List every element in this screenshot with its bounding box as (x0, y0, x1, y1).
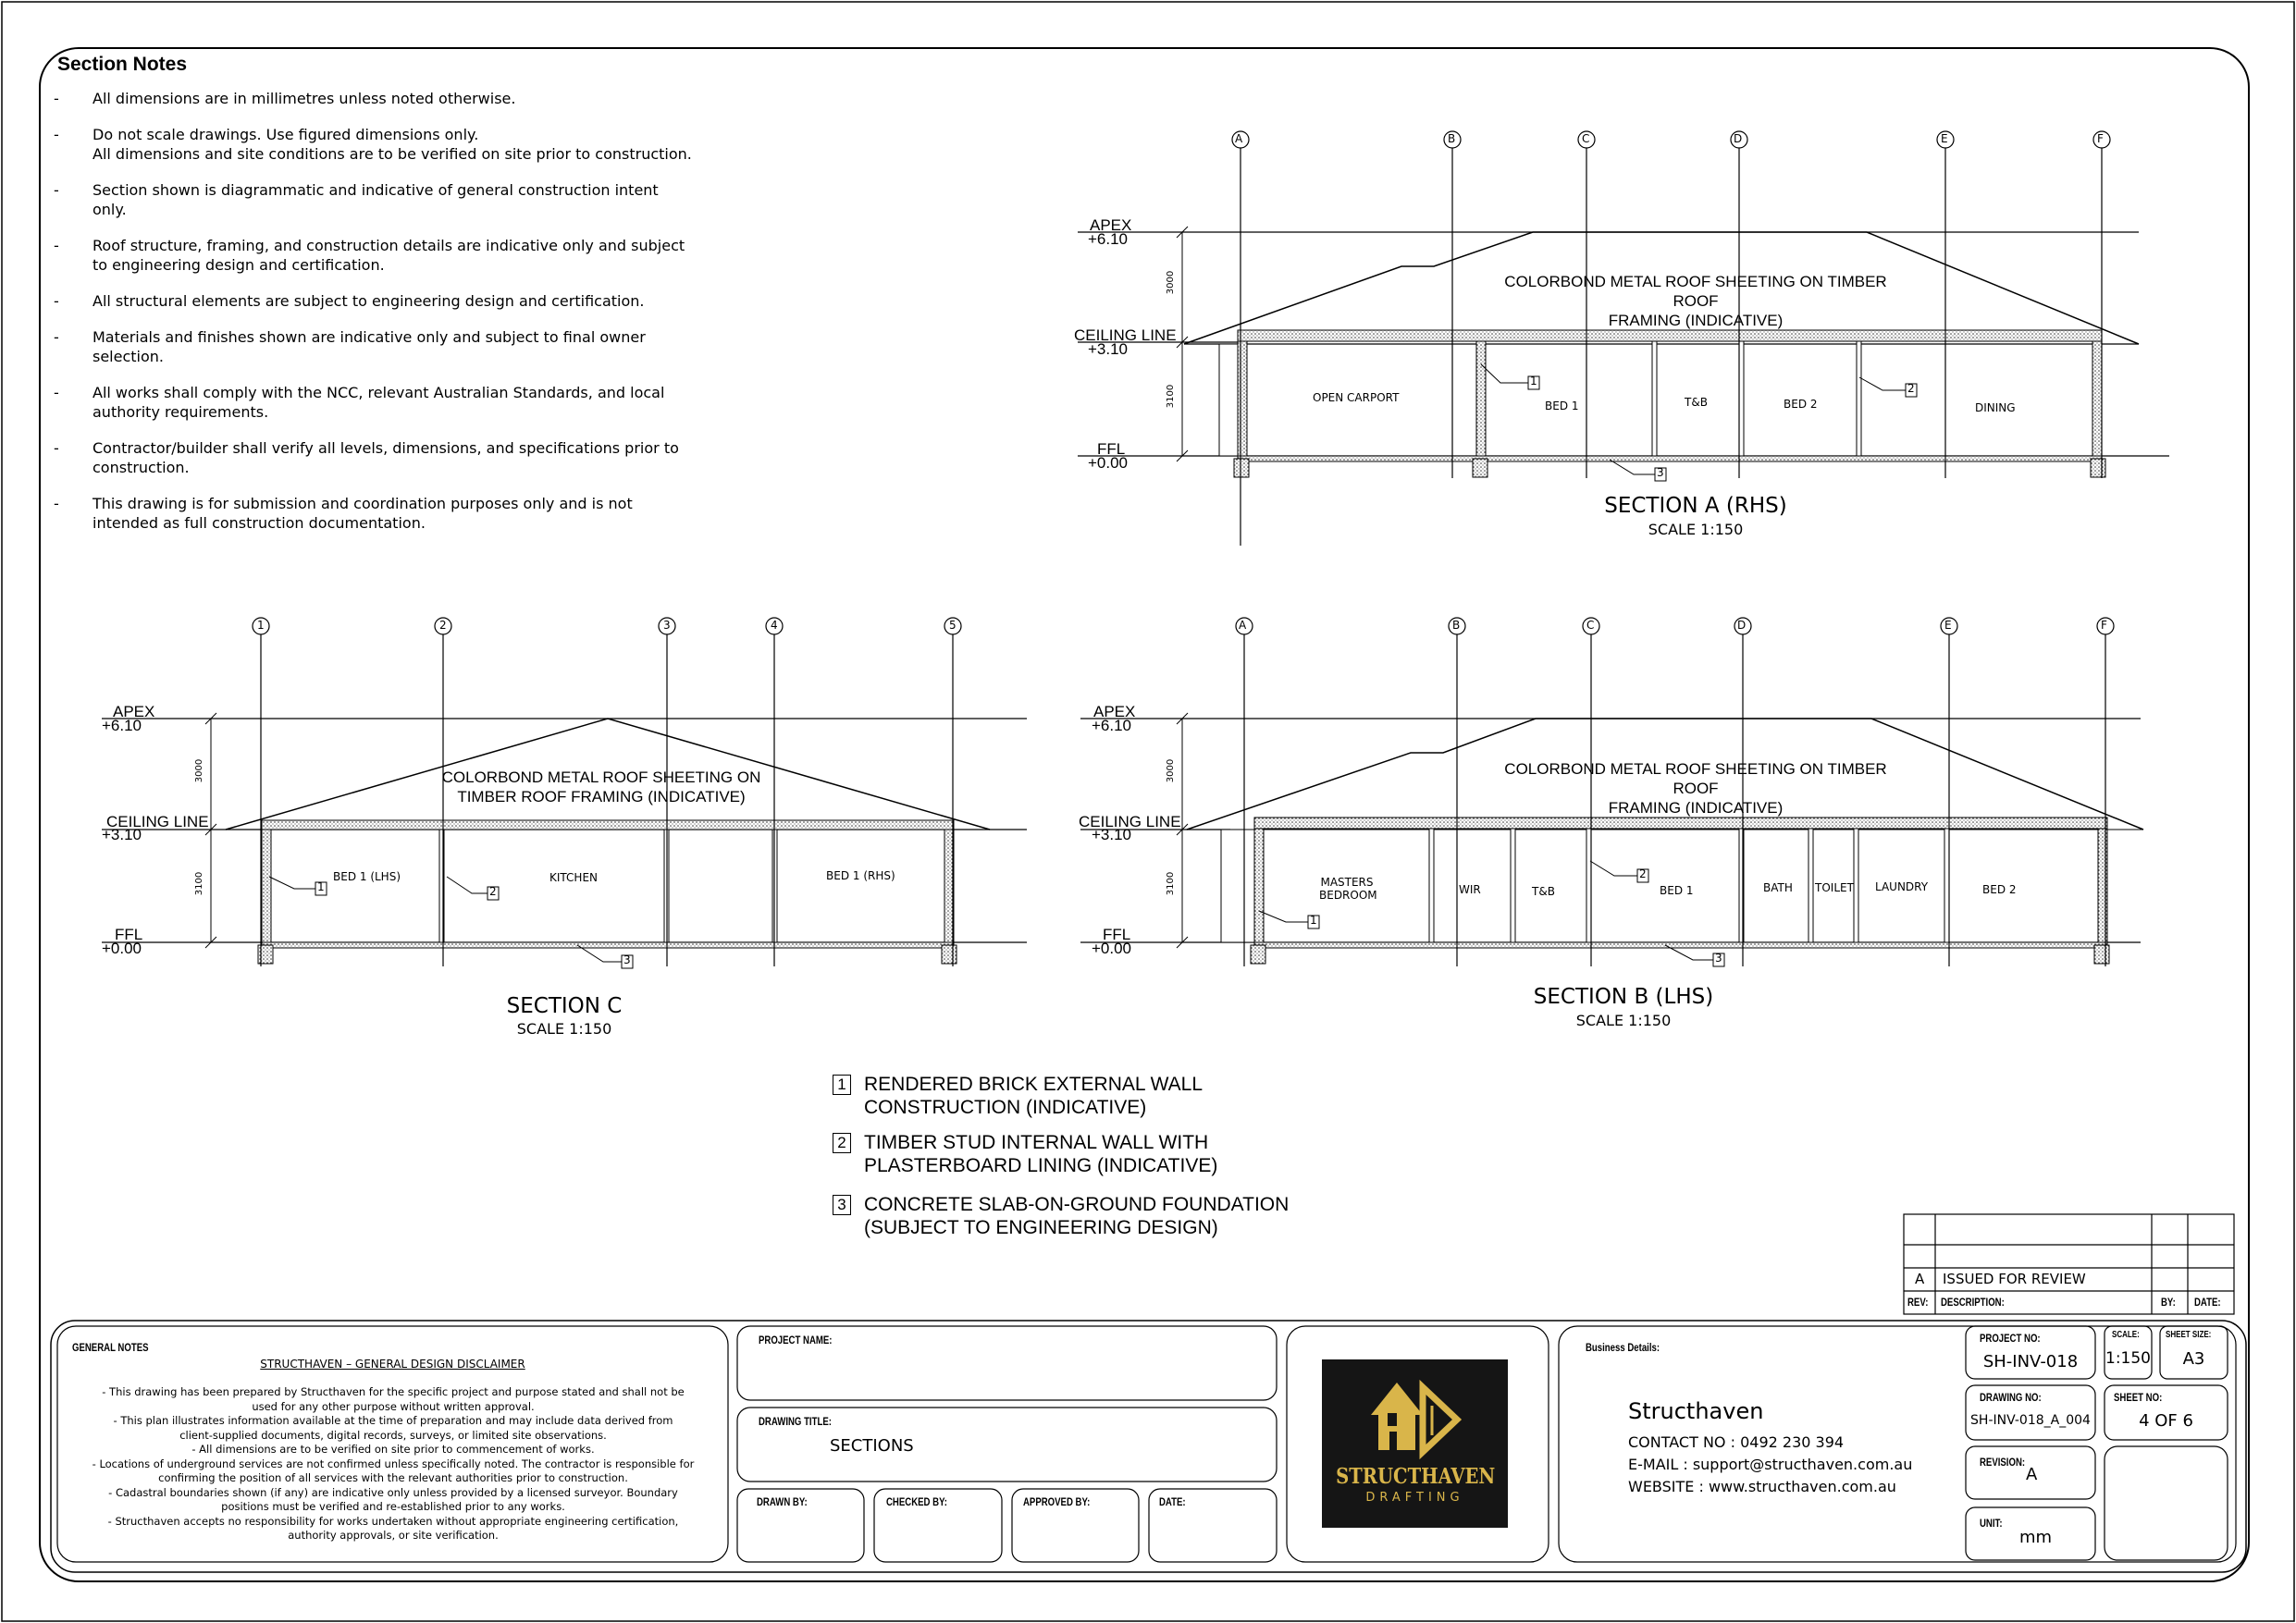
note-bullet: - (54, 126, 59, 143)
b-apex-value: +6.10 (1092, 717, 1132, 734)
tag-c-2: 2 (489, 885, 497, 898)
c-apex-value: +6.10 (102, 717, 142, 734)
roof-note-a: COLORBOND METAL ROOF SHEETING ON TIMBER ROOF FRAMING (INDICATIVE) (1504, 273, 1887, 329)
grid-c-4: 4 (771, 619, 778, 632)
note-text: Do not scale drawings. Use figured dimensions only. All dimensions and site conditions are to be verified on site prior to construction. (93, 126, 692, 163)
section-note-item (48, 180, 696, 219)
ffl-value: +0.00 (1088, 454, 1129, 472)
grid-b-D: D (1737, 619, 1747, 632)
c-dim-upper: 3000 (194, 758, 205, 783)
room-b-toilet: TOILET (1815, 881, 1854, 894)
note-text: Roof structure, framing, and construction details are indicative only and subject to engineering design and certification. (93, 237, 685, 274)
note-bullet: - (54, 292, 59, 310)
note-bullet: - (54, 181, 59, 199)
room-b-tb: T&B (1532, 885, 1555, 898)
business-email: E-MAIL : support@structhaven.com.au (1628, 1456, 1913, 1473)
business-label: Business Details: (1586, 1341, 1660, 1354)
note-bullet: - (54, 90, 59, 107)
b-dim-lower: 3100 (1166, 871, 1177, 896)
general-note-line: - This plan illustrates information available at the time of preparation and may include data derived from (113, 1414, 673, 1427)
grid-c-5: 5 (949, 619, 957, 632)
general-note-line: - All dimensions are to be verified on site prior to commencement of works. (191, 1443, 595, 1456)
legend-item-1: 1 RENDERED BRICK EXTERNAL WALL CONSTRUCTION (INDICATIVE) (833, 1073, 1203, 1119)
section-note-item (48, 438, 696, 477)
business-contact: CONTACT NO : 0492 230 394 (1628, 1433, 1845, 1451)
room-bed-2: BED 2 (1784, 398, 1818, 411)
room-c-bed-1-rhs: BED 1 (RHS) (826, 869, 895, 882)
section-notes-title: Section Notes (57, 54, 188, 75)
b-ceiling-value: +3.10 (1092, 826, 1132, 843)
note-text: This drawing is for submission and coordination purposes only and is not intended as full construction documentation. (93, 495, 633, 532)
rev-header-rev: REV: (1907, 1296, 1929, 1309)
c-ceiling-label: CEILING LINE (106, 813, 209, 830)
note-text: All works shall comply with the NCC, relevant Australian Standards, and local authority requirements. (93, 384, 665, 421)
grid-b-B: B (1452, 619, 1461, 632)
section-note-item (48, 125, 696, 164)
note-text: All structural elements are subject to engineering design and certification. (93, 292, 645, 310)
room-b-bed-1: BED 1 (1660, 884, 1694, 897)
c-apex-label: APEX (113, 703, 155, 720)
legend-item-2: 2 TIMBER STUD INTERNAL WALL WITH PLASTERBOARD LINING (INDICATIVE) (833, 1131, 1217, 1177)
rev-header-date: DATE: (2194, 1296, 2221, 1309)
apex-label: APEX (1090, 216, 1132, 234)
tag-a-1: 1 (1530, 375, 1537, 387)
grid-c-2: 2 (439, 619, 447, 632)
b-ffl-label: FFL (1103, 926, 1131, 943)
apex-value: +6.10 (1088, 230, 1129, 248)
general-note-line: used for any other purpose without written approval. (252, 1399, 535, 1413)
section-notes (48, 54, 696, 549)
revision-label: REVISION: (1980, 1456, 2026, 1469)
c-dim-lower: 3100 (194, 871, 205, 896)
unit-value: mm (2019, 1528, 2053, 1547)
roof-note-b: COLORBOND METAL ROOF SHEETING ON TIMBER ROOF FRAMING (INDICATIVE) (1504, 760, 1887, 817)
general-notes-body (65, 1385, 722, 1543)
general-note-line: client-supplied documents, digital records, surveys, or limited site observations. (179, 1428, 607, 1442)
grid-c-3: 3 (663, 619, 671, 632)
section-a-drawing (1078, 131, 2169, 546)
room-open-carport: OPEN CARPORT (1313, 391, 1400, 404)
section-c-title: SECTION C (506, 994, 623, 1018)
note-text: Section shown is diagrammatic and indicative of general construction intent only. (93, 181, 659, 218)
grid-a-A: A (1235, 132, 1243, 145)
logo-subtitle: DRAFTING (1365, 1491, 1464, 1505)
sheet-no-value: 4 OF 6 (2139, 1411, 2193, 1431)
c-ffl-label: FFL (115, 926, 143, 943)
note-bullet: - (54, 237, 59, 254)
room-b-bed-2: BED 2 (1982, 883, 2017, 896)
dim-lower: 3100 (1166, 384, 1177, 409)
business-website: WEBSITE : www.structhaven.com.au (1628, 1478, 1896, 1495)
general-note-line: - Structhaven accepts no responsibility for works undertaken without appropriate engineering certification, (107, 1514, 679, 1528)
room-bed-1: BED 1 (1545, 400, 1579, 412)
room-c-kitchen: KITCHEN (549, 871, 598, 884)
drawing-no-value: SH-INV-018_A_004 (1970, 1413, 2091, 1428)
b-ceiling-label: CEILING LINE (1079, 813, 1181, 830)
note-text: All dimensions are in millimetres unless noted otherwise. (93, 90, 516, 107)
note-bullet: - (54, 384, 59, 401)
project-no-value: SH-INV-018 (1982, 1352, 2079, 1371)
grid-b-A: A (1239, 619, 1247, 632)
grid-a-D: D (1734, 132, 1743, 145)
c-ceiling-value: +3.10 (102, 826, 142, 843)
general-note-line: - Locations of underground services are not confirmed unless specifically noted. The contractor is responsible for (92, 1457, 695, 1470)
project-name-label: PROJECT NAME: (759, 1334, 833, 1346)
checked-by-label: CHECKED BY: (886, 1495, 947, 1508)
business-name: Structhaven (1628, 1398, 1764, 1424)
grid-a-C: C (1582, 132, 1590, 145)
room-tb: T&B (1685, 396, 1708, 409)
room-b-laundry: LAUNDRY (1875, 880, 1929, 893)
section-note-item (48, 383, 696, 422)
room-c-bed-1-lhs: BED 1 (LHS) (333, 870, 401, 883)
section-a-scale: SCALE 1:150 (1648, 521, 1744, 538)
project-no-label: PROJECT NO: (1980, 1332, 2041, 1345)
note-bullet: - (54, 328, 59, 346)
general-note-line: - Cadastral boundaries shown (if any) are indicative only unless provided by a licensed surveyor. Boundary (108, 1485, 678, 1499)
general-note-line: positions must be verified and re-established prior to any works. (221, 1500, 565, 1513)
ffl-label: FFL (1097, 440, 1126, 458)
scale-value: 1:150 (2105, 1349, 2151, 1368)
rev-value: A (1915, 1271, 1925, 1287)
b-dim-upper: 3000 (1166, 758, 1177, 783)
ceiling-value: +3.10 (1088, 340, 1129, 358)
tag-c-1: 1 (317, 880, 325, 893)
room-b-masters-bedroom: MASTERS BEDROOM (1319, 876, 1377, 902)
note-bullet: - (54, 495, 59, 512)
grid-a-B: B (1448, 132, 1456, 145)
rev-description: ISSUED FOR REVIEW (1943, 1271, 2086, 1287)
sheet-no-label: SHEET NO: (2114, 1391, 2163, 1404)
section-b-title: SECTION B (LHS) (1533, 985, 1714, 1009)
unit-label: UNIT: (1980, 1517, 2003, 1530)
general-notes-heading: STRUCTHAVEN – GENERAL DESIGN DISCLAIMER (260, 1358, 525, 1371)
tag-b-2: 2 (1639, 867, 1647, 880)
date-label: DATE: (1159, 1495, 1186, 1508)
grid-a-F: F (2097, 132, 2104, 145)
room-dining: DINING (1975, 401, 2016, 414)
room-b-wir: WIR (1459, 883, 1481, 896)
grid-a-E: E (1941, 132, 1948, 145)
dim-upper: 3000 (1166, 270, 1177, 295)
drawing-title-value: SECTIONS (830, 1436, 914, 1456)
general-note-line: confirming the position of all services with the relevant authorities prior to construction. (158, 1471, 628, 1484)
drawing-title-label: DRAWING TITLE: (759, 1415, 832, 1428)
tag-b-1: 1 (1310, 914, 1317, 927)
roof-note-c: COLORBOND METAL ROOF SHEETING ON TIMBER ROOF FRAMING (INDICATIVE) (441, 768, 761, 805)
note-text: Materials and finishes shown are indicative only and subject to final owner selection. (93, 328, 646, 365)
revision-value: A (2026, 1465, 2038, 1484)
b-apex-label: APEX (1093, 703, 1136, 720)
rev-header-by: BY: (2161, 1296, 2176, 1309)
section-note-item (48, 494, 696, 533)
sheet-size-value: A3 (2182, 1349, 2205, 1369)
scale-label: SCALE: (2112, 1330, 2140, 1340)
ceiling-label: CEILING LINE (1074, 326, 1177, 344)
section-note-item (48, 89, 696, 108)
b-ffl-value: +0.00 (1092, 940, 1132, 957)
grid-b-E: E (1944, 619, 1952, 632)
drawing-no-label: DRAWING NO: (1980, 1391, 2042, 1404)
note-text: Contractor/builder shall verify all levels, dimensions, and specifications prior to construction. (93, 439, 679, 476)
section-b-scale: SCALE 1:150 (1575, 1012, 1672, 1029)
grid-b-C: C (1586, 619, 1595, 632)
section-c-scale: SCALE 1:150 (516, 1020, 612, 1038)
general-notes-label: GENERAL NOTES (72, 1341, 149, 1354)
tag-a-2: 2 (1907, 382, 1915, 395)
rev-header-desc: DESCRIPTION: (1941, 1296, 2005, 1309)
grid-b-F: F (2101, 619, 2107, 632)
tag-a-3: 3 (1657, 466, 1664, 479)
general-note-line: - This drawing has been prepared by Structhaven for the specific project and purpose stated and shall not be (102, 1385, 685, 1398)
grid-c-1: 1 (257, 619, 265, 632)
legend-item-3: 3 CONCRETE SLAB-ON-GROUND FOUNDATION (SUBJECT TO ENGINEERING DESIGN) (833, 1193, 1289, 1239)
section-note-item (48, 327, 696, 366)
tag-b-3: 3 (1715, 952, 1722, 965)
tag-c-3: 3 (623, 953, 631, 966)
logo-wordmark: STRUCTHAVEN (1336, 1464, 1496, 1489)
section-note-item (48, 236, 696, 275)
section-a-title: SECTION A (RHS) (1604, 494, 1787, 518)
note-bullet: - (54, 439, 59, 457)
drawn-by-label: DRAWN BY: (757, 1495, 808, 1508)
room-b-bath: BATH (1763, 881, 1793, 894)
section-note-item (48, 291, 696, 311)
general-note-line: authority approvals, or site verification. (288, 1529, 499, 1542)
sheet-size-label: SHEET SIZE: (2166, 1330, 2212, 1340)
approved-by-label: APPROVED BY: (1023, 1495, 1091, 1508)
c-ffl-value: +0.00 (102, 940, 142, 957)
